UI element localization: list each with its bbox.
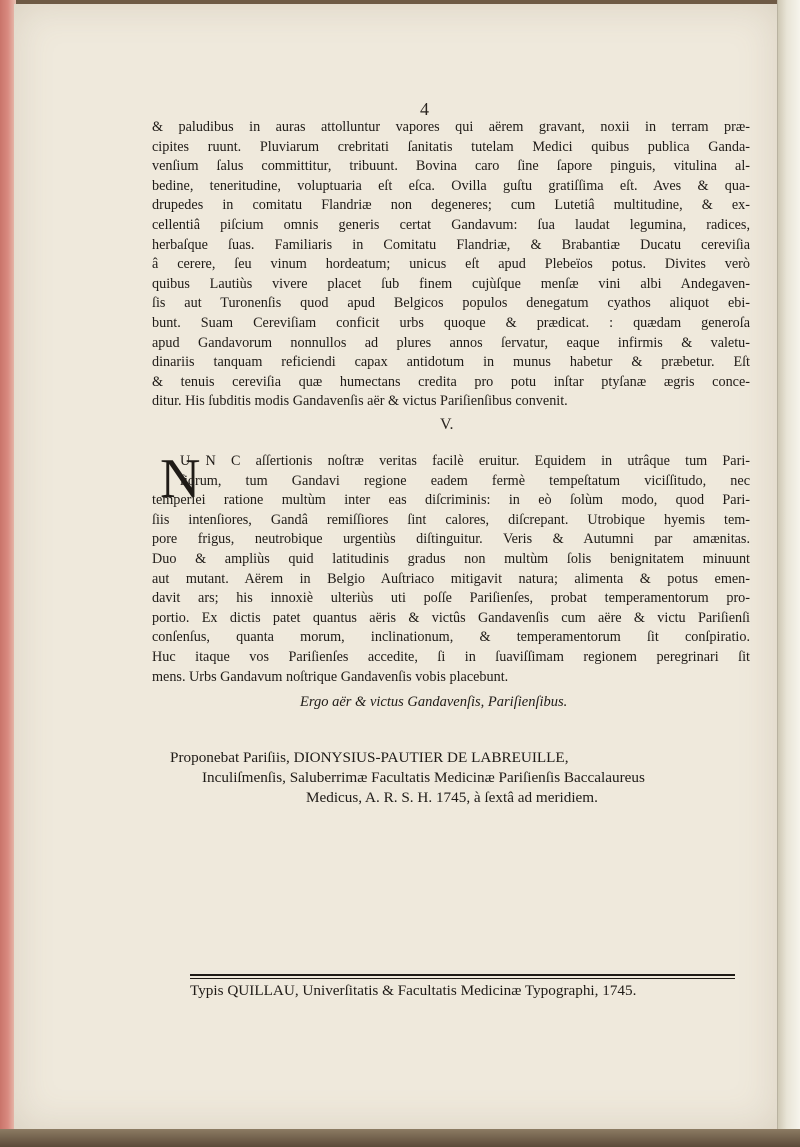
page-number: 4 — [420, 99, 429, 119]
text-line: portio. Ex dictis patet quantus aëris & victûs Gandavenſis cum aëre & victu Pariſienſi — [152, 609, 750, 626]
text-line: & paludibus in auras attolluntur vapores qui aërem gravant, noxii in terram præ- — [152, 119, 750, 135]
text-line: cellentiâ piſcium omnis generis certat Gandavum: ſua laudat legumina, radices, — [152, 216, 750, 233]
text-line: pore frigus, neutrobique urgentiùs diſtinguitur. Veris & Autumni par amænitas. — [152, 531, 750, 548]
proponebat-line: Medicus, A. R. S. H. 1745, à ſextâ ad meridiem. — [306, 789, 598, 806]
text-line: ditur. His ſubditis modis Gandavenſis aër & victus Pariſienſibus convenit. — [152, 393, 568, 410]
text-line: ſis aut Turonenſis quod apud Belgicos populos denegatum cyathos aliquot ebi- — [152, 295, 750, 312]
divider-rule — [190, 974, 735, 976]
text-line: herbaſque ſuas. Familiaris in Comitatu Flandriæ, & Brabantiæ Ducatu cereviſia — [152, 236, 750, 253]
book-right-edge — [777, 0, 800, 1147]
conclusion-line: Ergo aër & victus Gandavenſis, Pariſienſibus. — [300, 694, 568, 710]
text-line: conſenſus, quanta morum, inclinationum, & temperamentorum ſit conſpiratio. — [152, 629, 750, 646]
text-line: bunt. Suam Cereviſiam conficit urbs quoque & prædicat. : quædam generoſa — [152, 314, 750, 331]
paragraph-1 — [152, 118, 750, 412]
proponebat-block — [170, 748, 755, 808]
text-line: & tenuis cereviſia quæ humectans credita pro potu inſtar ptyſanæ ægris conce- — [152, 373, 750, 390]
text-line: U N C aſſertionis noſtræ veritas facilè eruitur. Equidem in utrâque tum Pari- — [180, 453, 750, 469]
text-line: apud Gandavorum nonnullos ad plures annos ſervatur, eaque infirmis & valetu- — [152, 334, 750, 351]
text-line: venſium ſalus committitur, tribuunt. Bovina caro ſine ſapore pinguis, vitulina al- — [152, 158, 750, 175]
proponebat-line: Proponebat Pariſiis, DIONYSIUS-PAUTIER DE LABREUILLE, — [170, 749, 569, 766]
text-line: dinariis tanquam reficiendi capax antidotum in munus habetur & præbetur. Eſt — [152, 354, 750, 371]
text-line: davit ars; his innoxiè ulteriùs uti poſſe Pariſienſes, probat temperamentorum pro- — [152, 590, 750, 607]
section-number: V. — [440, 416, 454, 433]
drop-cap: N — [160, 448, 201, 510]
text-line: â cerere, ſeu vinum hordeatum; unicus eſt apud Plebeïos potus. Divites verò — [152, 256, 750, 273]
text-line: ſiis intenſiores, Gandâ remiſſiores ſint calores, diſcrepant. Utrobique hyemis tem- — [152, 511, 750, 528]
text-line: cipites ruunt. Pluviarum crebritati ſanitatis tutelam Medici quibus publica Ganda- — [152, 138, 750, 155]
divider-rule — [190, 978, 735, 979]
text-line: drupedes in comitatu Flandriæ non degeneres; cum Lutetiâ multitudine, & ex- — [152, 197, 750, 214]
printer-imprint: Typis QUILLAU, Univerſitatis & Facultatis Medicinæ Typographi, 1745. — [190, 982, 637, 999]
text-line: Duo & ampliùs quid latitudinis gradus non multùm ſolis benignitatem minuunt — [152, 550, 750, 567]
text-line: quibus Lautiùs vivere placet ſub finem cujùſque menſæ vini albi Andegaven- — [152, 275, 750, 292]
book-bottom-edge — [0, 1129, 800, 1147]
text-line: aut mutant. Aërem in Belgio Auſtriaco mitigavit natura; alimenta & potus emen- — [152, 570, 750, 587]
text-line: mens. Urbs Gandavum noſtrique Gandavenſis vobis placebunt. — [152, 668, 509, 685]
text-line: temperiei ratione multùm inter eas diſcriminis: in eò ſolùm modo, quod Pari- — [152, 492, 750, 509]
text-line: Huc itaque vos Pariſienſes accedite, ſi in ſuaviſſimam regionem peregrinari ſit — [152, 648, 750, 665]
proponebat-line: Inculiſmenſis, Saluberrimæ Facultatis Medicinæ Pariſienſis Baccalaureus — [202, 769, 645, 786]
text-line: bedine, teneritudine, voluptuaria eſt eſca. Ovilla guſtu gratiſſima eſt. Aves & qua- — [152, 177, 750, 194]
paragraph-2 — [152, 452, 750, 687]
text-line: ſiorum, tum Gandavi regione eadem fermè tempeſtatum viciſſitudo, nec — [180, 472, 750, 489]
